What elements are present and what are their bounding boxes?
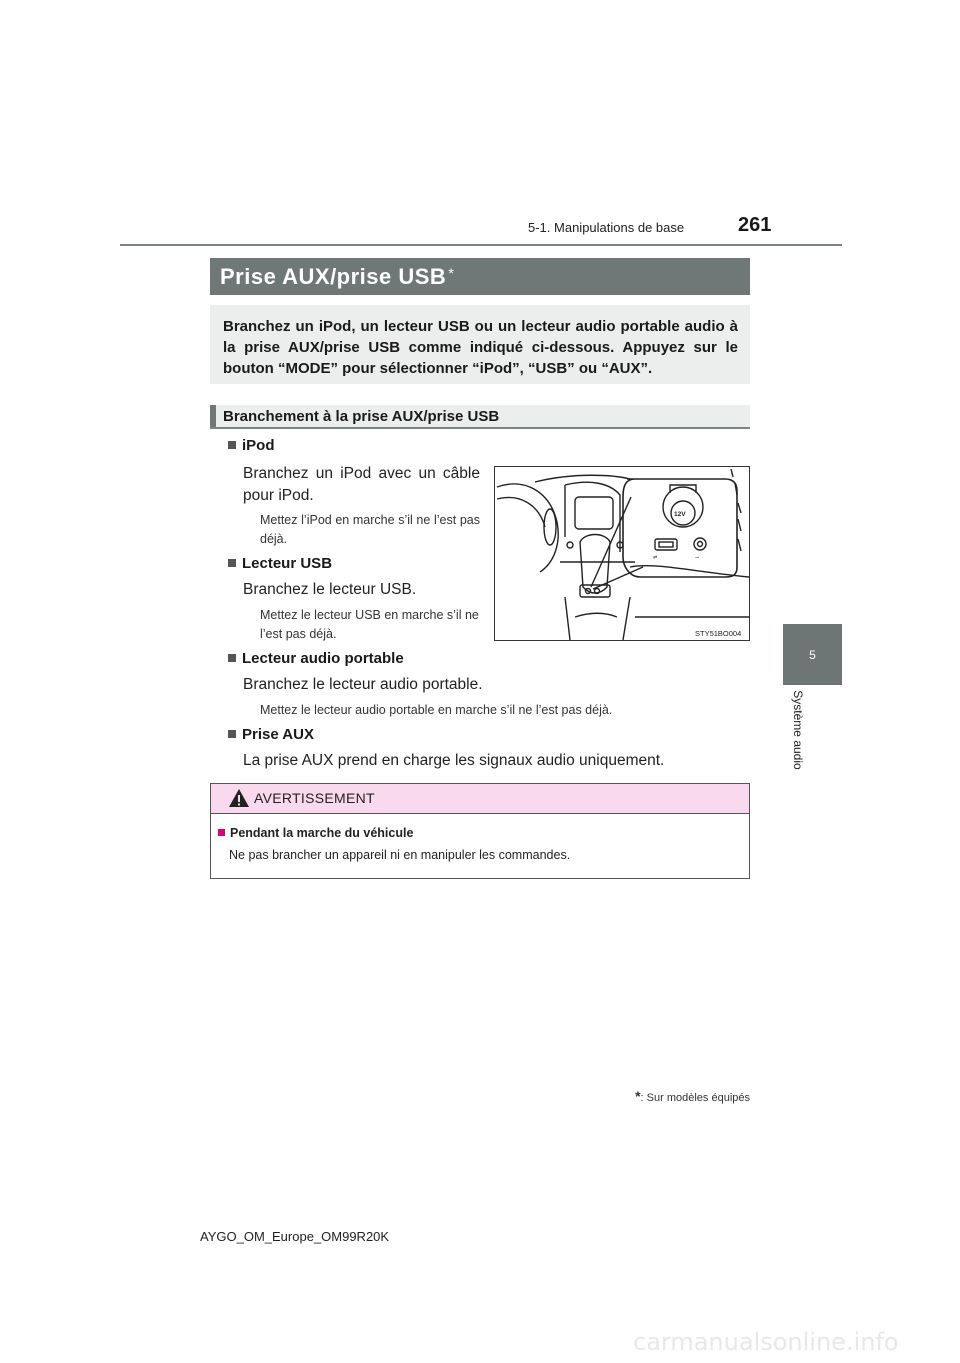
warning-title: AVERTISSEMENT [254,790,375,806]
warning-item-heading-text: Pendant la marche du véhicule [230,826,414,840]
item-heading-text: Lecteur audio portable [242,650,404,667]
warning-header [211,784,749,814]
square-bullet-icon [218,829,225,836]
item-heading-usb [228,555,332,572]
watermark [627,1326,960,1358]
item-heading-text: Lecteur USB [242,555,333,572]
item-note-usb: Mettez le lecteur USB en marche s’il ne l’est pas déjà. [260,608,479,641]
warning-triangle-icon [228,788,250,808]
header-rule [120,244,842,246]
dashboard-svg [495,467,749,640]
footnote-text: : Sur modèles équipés [640,1092,750,1104]
item-note-ipod: Mettez l’iPod en marche s’il ne l’est pas déjà. [260,513,480,546]
dashboard-illustration [494,466,750,641]
figure-code: STY51BO004 [695,629,742,638]
item-note-portable: Mettez le lecteur audio portable en marche s’il ne l’est pas déjà. [260,703,613,717]
aux-symbol-icon: ⊸ [695,555,700,561]
intro-box: Branchez un iPod, un lecteur USB ou un lecteur audio portable audio à la prise AUX/prise USB comme indiqué ci-dessous. Appuyez sur le bouton “MODE” pour sélectionner “iPod”, “USB” ou “AUX”. [210,305,750,384]
section-reference: 5-1. Manipulations de base [528,220,685,235]
title-footnote-mark: * [448,264,455,281]
square-bullet-icon [228,654,236,662]
square-bullet-icon [228,730,236,738]
socket-label: 12V [674,511,686,518]
watermark-logo [627,1326,960,1358]
item-body-portable: Branchez le lecteur audio portable. [243,676,483,693]
square-bullet-icon [228,559,236,567]
item-body-aux: La prise AUX prend en charge les signaux audio uniquement. [243,752,665,769]
chapter-label: Système audio [791,690,805,770]
warning-item-heading [218,826,413,840]
item-body-usb: Branchez le lecteur USB. [243,581,417,598]
warning-item-text: Ne pas brancher un appareil ni en manipuler les commandes. [229,848,571,862]
footnote-mark: * [635,1088,641,1104]
usb-symbol-icon: ⇌ [653,555,658,561]
watermark-text: carmanualsonline.info [633,1328,899,1356]
item-heading-aux [228,726,314,743]
item-heading-ipod [228,437,275,454]
section-subheading: Branchement à la prise AUX/prise USB [210,405,750,429]
page-number: 261 [738,214,772,236]
item-heading-portable [228,650,404,667]
footnote [600,1088,750,1104]
page-title [210,258,750,295]
document-code: AYGO_OM_Europe_OM99R20K [200,1229,390,1244]
chapter-number: 5 [809,647,816,662]
item-heading-text: Prise AUX [242,726,314,743]
item-heading-text: iPod [242,437,275,454]
page-title-text: Prise AUX/prise USB [220,263,447,289]
item-body-ipod: Branchez un iPod avec un câble pour iPod. [243,465,480,504]
square-bullet-icon [228,441,236,449]
